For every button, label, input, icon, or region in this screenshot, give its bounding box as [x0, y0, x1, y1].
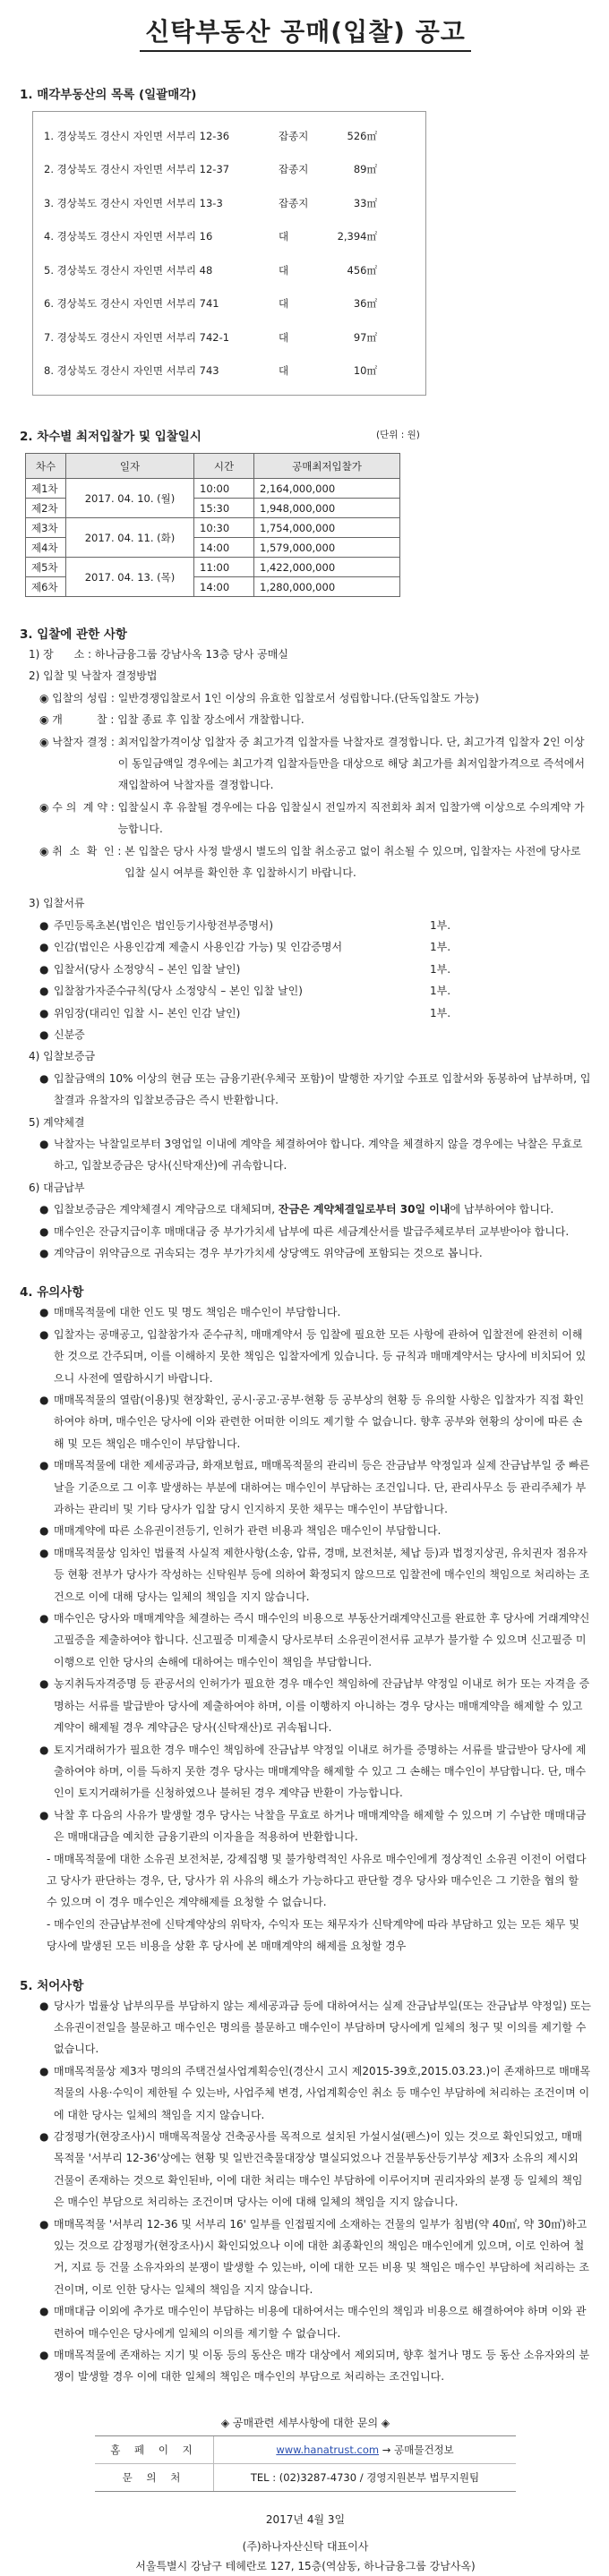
property-type: 대 [279, 364, 289, 378]
payment-text-3: ● 계약금이 위약금으로 귀속되는 경우 부가가치세 상당액도 위약금에 포함되는 것으로 봅니다. [39, 1246, 483, 1259]
time-cell: 10:00 [194, 479, 254, 499]
page-title: 신탁부동산 공매(입찰) 공고 [140, 13, 471, 52]
property-address: 4. 경상북도 경산시 자인면 서부리 16 [44, 230, 213, 243]
price-cell: 1,579,000,000 [254, 538, 400, 558]
caution-text: 농지취득자격증명 등 관공서의 인허가가 필요한 경우 매수인 책임하에 잔금납부 약정일 이내로 허가 또는 자격을 증명하는 서류를 발급받아 당사에 제출하여야 하며, 이를 이행하지 아니하는 경우 당사는 매매계약을 해제할 수 있고 계약이 해제될 경우 계약금은 당사(신탁재산)로 귀속됩니다. [54, 1677, 590, 1735]
caution-text: 매매계약에 따른 소유권이전등기, 인허가 관련 비용과 책임은 매수인이 부담합니다. [54, 1524, 442, 1538]
caution-text: 토지거래허가가 필요한 경우 매수인 책임하에 잔금납부 약정일 이내로 허가를 증명하는 서류를 발급받아 당사에 제출하여야 하며, 이를 득하지 못한 경우 당사는 매매계약을 해제할 수 있고 그 손해는 매수인이 부담합니다. 단, 매수인이 토지거래허가를 신청하였으나 불허된 경우 계약금 반환이 가능합니다. [54, 1743, 587, 1800]
bullet-icon: ● [39, 1546, 49, 1559]
caution-text: 매매목적물에 대한 제세공과금, 화재보험료, 매매목적물의 관리비 등은 잔금납부 약정일과 실제 잔금납부일 중 빠른 날을 기준으로 그 이후 발생하는 부분에 대하여는 매수인이 부담하는 조건입니다. 단, 관리사무소 등 관리주체가 부과하는 관리비 및 기타 당사가 입찰 당시 인지하지 못한 채무는 매수인이 부담합니다. [54, 1459, 590, 1516]
method-item [20, 840, 591, 884]
caution-text: 매수인은 당사와 매매계약을 체결하는 즉시 매수인의 비용으로 부동산거래계약신고를 완료한 후 당사에 거래계약신고필증을 제출하여야 합니다. 신고필증 미제출시 당사로부터 소유권이전서류 교부가 불가할 수 있으며 신고필증 미이행으로 인한 당사의 손해에 대하여는 매수인이 책임을 부담합니다. [54, 1612, 590, 1668]
property-address: 7. 경상북도 경산시 자인면 서부리 742-1 [44, 330, 230, 344]
bullet-icon: ● [39, 2064, 49, 2077]
method-item [20, 797, 591, 840]
bullet-icon: ● [39, 985, 49, 998]
property-address: 1. 경상북도 경산시 자인면 서부리 12-36 [44, 129, 230, 142]
method-text: 최저입찰가격이상 입찰자 중 최고가격 입찰자를 낙찰자로 결정합니다. 단, 최고가격 입찰자 2인 이상이 동일금액일 경우에는 최고가격 입찰자들만을 대상으로 해당 최고가를 최저입찰가격으로 즉석에서 재입찰하여 낙찰자를 결정합니다. [117, 735, 585, 792]
property-area: 97㎡ [353, 330, 377, 344]
caution-item [20, 1542, 591, 1608]
doc-name: 입찰서(당사 소정양식 – 본인 입찰 날인) [54, 962, 241, 976]
caution-item [20, 1389, 591, 1454]
special-text: 매매목적물상 제3자 명의의 주택건설사업계획승인(경산시 고시 제2015-39호,2015.03.23.)이 존재하므로 매매목적물의 사용·수익이 제한될 수 있는바, 사업주체 변경, 사업계획승인 취소 등 매수인 부담하에 처리하는 조건이며 이에 대한 당사는 일체의 책임을 지지 않습니다. [54, 2064, 591, 2121]
round-cell: 제3차 [26, 518, 66, 538]
table-row [26, 558, 400, 577]
footer-company: (주)하나자산신탁 대표이사 [242, 2539, 369, 2553]
table-row [26, 479, 400, 499]
round-cell: 제4차 [26, 538, 66, 558]
property-type: 잡종지 [279, 129, 309, 142]
bullet-icon: ● [39, 1808, 49, 1821]
property-type: 대 [279, 230, 289, 243]
special-item [20, 2300, 591, 2344]
payment-text-2: ● 매수인은 잔금지급이후 매매대금 중 부가가치세 납부에 따른 세금계산서를 발급주체로부터 교부받아야 합니다. [39, 1224, 570, 1238]
doc-count: 1부. [430, 918, 451, 932]
property-type: 대 [279, 330, 289, 344]
time-cell: 11:00 [194, 558, 254, 577]
method-item [20, 731, 591, 797]
caution-item [20, 1608, 591, 1673]
round-cell: 제1차 [26, 479, 66, 499]
property-area: 89㎡ [353, 163, 377, 176]
section3-heading: 3. 입찰에 관한 사항 [20, 627, 127, 642]
method-label: ◉ 입찰의 성립 : [39, 691, 118, 704]
doc-item [20, 980, 591, 1002]
bullet-icon: ● [39, 2217, 49, 2231]
property-row [44, 220, 415, 254]
price-cell: 1,280,000,000 [254, 577, 400, 597]
homepage-label: 홈 페 이 지 [95, 2436, 214, 2464]
bullet-icon: ● [39, 2349, 49, 2362]
caution-item [20, 1454, 591, 1520]
bullet-icon: ● [39, 2130, 49, 2143]
property-row [44, 153, 415, 187]
property-type: 잡종지 [279, 163, 309, 176]
table-row [26, 518, 400, 538]
homepage-link[interactable]: www.hanatrust.com [276, 2443, 380, 2456]
bullet-icon: ● [39, 1459, 49, 1472]
caution-item [20, 1914, 591, 1958]
special-item [20, 1995, 591, 2060]
property-row [44, 186, 415, 220]
time-cell: 10:30 [194, 518, 254, 538]
method-text: 입찰 종료 후 입찰 장소에서 개찰합니다. [117, 713, 304, 727]
property-address: 6. 경상북도 경산시 자인면 서부리 741 [44, 297, 219, 311]
contact-intro: ◈ 공매관련 세부사항에 대한 문의 ◈ [220, 2416, 390, 2429]
date-cell: 2017. 04. 10. (월) [66, 479, 194, 518]
table-header: 차수 [26, 454, 66, 479]
contract-heading: 5) 계약체결 [29, 1115, 85, 1129]
special-text: 매매목적물에 존재하는 지기 및 이동 등의 동산은 매각 대상에서 제외되며, 향후 철거나 명도 등 동산 소유자와의 분쟁이 발생할 경우 이에 대한 일체의 책임은 매수인의 부담으로 처리하는 조건입니다. [54, 2349, 590, 2384]
doc-name: 주민등록초본(법인은 법인등기사항전부증명서) [54, 918, 274, 932]
date-cell: 2017. 04. 11. (화) [66, 518, 194, 558]
price-cell: 1,754,000,000 [254, 518, 400, 538]
round-cell: 제5차 [26, 558, 66, 577]
bullet-icon: ● [39, 1028, 49, 1041]
section4-heading: 4. 유의사항 [20, 1285, 84, 1301]
method-label: ◉ 개 찰 : [39, 713, 118, 727]
bullet-icon: ● [39, 1743, 49, 1756]
property-type: 대 [279, 297, 289, 311]
bullet-icon: ● [39, 941, 49, 954]
caution-item [20, 1804, 591, 1848]
date-cell: 2017. 04. 13. (목) [66, 558, 194, 597]
table-header: 시간 [194, 454, 254, 479]
method-heading: 2) 입찰 및 낙찰자 결정방법 [29, 670, 158, 683]
contact-box: 홈 페 이 지 www.hanatrust.com → 공매물건정보 문 의 처 TEL : (02)3287-4730 / 경영지원본부 법무지원팀 [95, 2435, 516, 2492]
footer [20, 2510, 591, 2576]
section1-heading: 1. 매각부동산의 목록 (일괄매각) [20, 88, 197, 102]
footer-address: 서울특별시 강남구 테헤란로 127, 15층(역삼동, 하나금융그룹 강남사옥) [135, 2559, 476, 2572]
caution-text: 매매목적물의 열람(이용)및 현장확인, 공시·공고·공부·현황 등 공부상의 현황 등 유의할 사항은 입찰자가 직접 확인하여야 하며, 매수인은 당사에 이와 관련한 어떠한 이의도 제기할 수 없습니다. 향후 공부와 현황의 상이에 따른 손해 및 모든 책임은 매수인이 부담합니다. [54, 1394, 585, 1450]
property-area: 456㎡ [347, 263, 377, 277]
place-row: 1) 장 소 : 하나금융그룹 강남사옥 13층 당사 공매실 [20, 644, 591, 665]
caution-item [20, 1324, 591, 1389]
caution-item [20, 1520, 591, 1541]
property-type: 잡종지 [279, 196, 309, 209]
payment-heading: 6) 대금납부 [29, 1181, 85, 1194]
table-header: 공매최저입찰가 [254, 454, 400, 479]
caution-item [20, 1739, 591, 1804]
caution-text: - 매매목적물에 대한 소유권 보전처분, 강제집행 및 불가항력적인 사유로 매수인에게 정상적인 소유권 이전이 어렵다고 당사가 판단하는 경우, 단, 당사가 위 사유의 해소가 가능하다고 판단할 경우 당사와 매수인은 그 기한을 협의 할 수 있으며 이 경우 매수인은 계약해제를 요청할 수 없습니다. [47, 1852, 587, 1909]
bullet-icon: ● [39, 962, 49, 976]
property-address: 2. 경상북도 경산시 자인면 서부리 12-37 [44, 163, 230, 176]
special-text: 매매대금 이외에 추가로 매수인이 부담하는 비용에 대하여서는 매수인의 책임과 비용으로 해결하여야 하며 이와 관련하여 매수인은 당사에게 일체의 이의를 제기할 수 없습니다. [54, 2305, 587, 2340]
property-list-box [32, 111, 426, 396]
property-area: 33㎡ [353, 196, 377, 209]
docs-heading: 3) 입찰서류 [29, 897, 85, 910]
section5-heading: 5. 처어사항 [20, 1978, 84, 1993]
special-text: 매매목적물 '서부리 12-36 및 서부리 16' 일부를 인접필지에 소재하는 건물의 일부가 침범(약 40㎡, 약 30㎡)하고 있는 것으로 감정평가(현장조사)시 확인되었으나 이에 대한 최종확인의 책임은 매수인에게 있으며, 이로 인하여 철거, 지료 등 건물 소유자와의 분쟁이 발생할 수 있는바, 이에 대한 모든 비용 및 책임은 매수인 부담하에 처리하는 조건이며, 이로 인한 당사는 일체의 책임을 지지 않습니다. [54, 2217, 589, 2296]
property-row [44, 119, 415, 153]
bullet-icon: ● [39, 1999, 49, 2012]
method-label: ◉ 취 소 확 인 : [39, 844, 125, 857]
method-item [20, 687, 591, 709]
price-cell: 2,164,000,000 [254, 479, 400, 499]
caution-text: - 매수인의 잔금납부전에 신탁계약상의 위탁자, 수익자 또는 채무자가 신탁계약에 따라 부담하고 있는 모든 채무 및 당사에 발생된 모든 비용을 상환 후 당사에 본 매매계약의 해제를 요청할 경우 [47, 1917, 579, 1953]
property-row [44, 287, 415, 321]
property-address: 5. 경상북도 경산시 자인면 서부리 48 [44, 263, 213, 277]
bullet-icon: ● [39, 1006, 49, 1019]
property-row [44, 354, 415, 388]
deposit-text: ● 입찰금액의 10% 이상의 현금 또는 금융기관(우체국 포함)이 발행한 자기앞 수표로 입찰서와 동봉하여 납부하며, 입찰결과 유찰자의 입찰보증금은 즉시 반환합니다. [39, 1071, 591, 1107]
inquiry-value: TEL : (02)3287-4730 / 경영지원본부 법무지원팀 [250, 2470, 480, 2484]
bullet-icon: ● [39, 918, 49, 932]
bullet-icon: ● [39, 1524, 49, 1538]
property-address: 3. 경상북도 경산시 자인면 서부리 13-3 [44, 196, 223, 209]
special-text: 감정평가(현장조사)시 매매목적물상 건축공사를 목적으로 설치된 가설시설(펜스)이 있는 것으로 확인되었고, 매매목적물 '서부리 12-36'상에는 현황 및 일반건축물대장상 멸실되었으나 건물부동산등기부상 제3자 소유의 제시외 건물이 존재하는 것으로 확인된바, 이에 대한 처리는 매수인 부담하에 이루어지며 권리자와의 분쟁 등 일체의 책임은 매수인 부담으로 처리하는 조건이며 당사는 이에 대해 일체의 책임을 지지 않습니다. [54, 2130, 583, 2209]
caution-item [20, 1848, 591, 1914]
price-cell: 1,422,000,000 [254, 558, 400, 577]
method-text: 일반경쟁입찰로서 1인 이상의 유효한 입찰로서 성립합니다.(단독입찰도 가능) [117, 691, 479, 704]
doc-name: 인감(법인은 사용인감계 제출시 사용인감 가능) 및 인감증명서 [54, 941, 343, 954]
caution-text: 매매목적물상 임차인 법률적 사실적 제한사항(소송, 압류, 경매, 보전처분, 체납 등)과 법정지상권, 유치권자 점유자 등 현황 전부가 당사가 작성하는 신탁원부 등에 의하여 확정되지 않으므로 입찰전에 매수인의 책임으로 처리하는 조건으로 이에 대해 당사는 일체의 책임을 지지 않습니다. [54, 1546, 590, 1603]
bullet-icon: ● [39, 2305, 49, 2318]
bullet-icon: ● [39, 1327, 49, 1341]
contract-text: ● 낙찰자는 낙찰일로부터 3영업일 이내에 계약을 체결하여야 합니다. 계약을 체결하지 않을 경우에는 낙찰은 무효로 하고, 입찰보증금은 당사(신탁재산)에 귀속합니다. [39, 1137, 583, 1173]
bullet-icon: ● [39, 1677, 49, 1691]
footer-date: 2017년 4월 3일 [265, 2512, 346, 2526]
property-row [44, 320, 415, 354]
caution-item [20, 1301, 591, 1323]
doc-item [20, 1002, 591, 1024]
place-value: 하나금융그룹 강남사옥 13층 당사 공매실 [94, 648, 288, 661]
time-cell: 14:00 [194, 538, 254, 558]
caution-text: 매매목적물에 대한 인도 및 명도 책임은 매수인이 부담합니다. [54, 1306, 341, 1319]
inquiry-label: 문 의 처 [95, 2463, 214, 2491]
bullet-icon: ● [39, 1394, 49, 1406]
doc-item [20, 959, 591, 980]
method-item [20, 709, 591, 730]
schedule-table [25, 453, 400, 597]
doc-item [20, 915, 591, 936]
payment-text-1: ● 입찰보증금은 계약체결시 계약금으로 대체되며, 잔금은 계약체결일로부터 30일 이내에 납부하여야 합니다. [39, 1203, 554, 1216]
property-type: 대 [279, 263, 289, 277]
caution-text: 입찰자는 공매공고, 입찰참가자 준수규칙, 매매계약서 등 입찰에 필요한 모든 사항에 관하여 입찰전에 완전히 이해한 것으로 간주되며, 이를 이해하지 못한 책임은 입찰자에게 있습니다. 등 규칙과 매매계약서는 당사에 비치되어 있으니 사전에 열람하시기 바랍니다. [54, 1327, 587, 1385]
caution-item [20, 1673, 591, 1738]
property-area: 2,394㎡ [337, 230, 377, 243]
property-area: 10㎡ [353, 364, 377, 378]
doc-count: 1부. [430, 985, 451, 998]
special-item [20, 2213, 591, 2301]
unit-note: (단위 : 원) [376, 430, 420, 440]
property-address: 8. 경상북도 경산시 자인면 서부리 743 [44, 364, 219, 378]
property-area: 36㎡ [353, 297, 377, 311]
special-item [20, 2126, 591, 2213]
property-row [44, 253, 415, 287]
caution-text: 낙찰 후 다음의 사유가 발생할 경우 당사는 낙찰을 무효로 하거나 매매계약을 해제할 수 있으며 기 수납한 매매대금은 매매대금을 예치한 금융기관의 이자율을 적용하여 반환합니다. [54, 1808, 587, 1844]
deposit-heading: 4) 입찰보증금 [29, 1050, 96, 1063]
special-item [20, 2344, 591, 2388]
property-area: 526㎡ [347, 129, 377, 142]
price-cell: 1,948,000,000 [254, 499, 400, 518]
table-header: 일자 [66, 454, 194, 479]
doc-item [20, 1024, 591, 1045]
time-cell: 14:00 [194, 577, 254, 597]
special-text: 당사가 법률상 납부의무를 부담하지 않는 제세공과금 등에 대하여서는 실제 잔금납부일(또는 잔금납부 약정일) 또는 소유권이전일을 불문하고 매수인은 명의를 불문하고 매수인이 부담하며 당사에게 일체의 청구 및 이의를 제기할 수 없습니다. [54, 1999, 591, 2056]
special-item [20, 2060, 591, 2126]
doc-item [20, 936, 591, 958]
round-cell: 제6차 [26, 577, 66, 597]
time-cell: 15:30 [194, 499, 254, 518]
bullet-icon: ● [39, 1306, 49, 1319]
doc-name: 입찰참가자준수규칙(당사 소정양식 – 본인 입찰 날인) [54, 985, 303, 998]
doc-name: 신분증 [54, 1028, 85, 1041]
doc-count: 1부. [430, 962, 451, 976]
method-text: 입찰실시 후 유찰될 경우에는 다음 입찰실시 전일까지 직전회차 최저 입찰가액 이상으로 수의계약 가능합니다. [117, 800, 585, 836]
doc-count: 1부. [430, 1006, 451, 1019]
method-text: 본 입찰은 당사 사정 발생시 별도의 입찰 취소공고 없이 취소될 수 있으며, 입찰자는 사전에 당사로 입찰 실시 여부를 확인한 후 입찰하시기 바랍니다. [124, 844, 581, 880]
method-label: ◉ 낙찰자 결정 : [39, 735, 118, 748]
method-label: ◉ 수 의 계 약 : [39, 800, 118, 814]
round-cell: 제2차 [26, 499, 66, 518]
doc-name: 위임장(대리인 입찰 시– 본인 인감 날인) [54, 1006, 241, 1019]
doc-count: 1부. [430, 941, 451, 954]
section2-heading: 2. 차수별 최저입찰가 및 입찰일시 [20, 430, 202, 444]
bullet-icon: ● [39, 1612, 49, 1625]
